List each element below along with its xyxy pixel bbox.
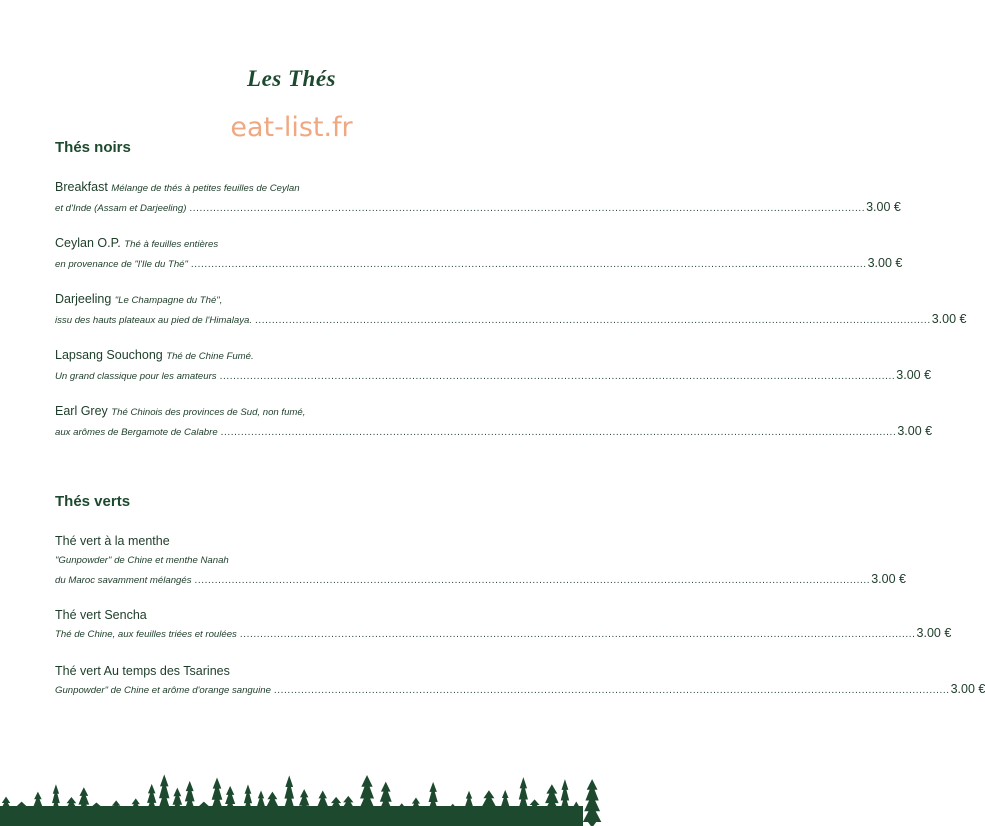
item-name: Darjeeling — [55, 292, 112, 306]
item-name: Thé vert Au temps des Tsarines — [55, 664, 230, 678]
forest-silhouette — [0, 766, 583, 826]
item-price: 3.00 € — [866, 200, 901, 214]
item-description: Thé de Chine, aux feuilles triées et roulées — [55, 629, 237, 640]
item-description: Thé de Chine Fumé. — [166, 351, 254, 362]
leader-dots: ........................................................................................................................................................................................................ — [273, 685, 950, 696]
item-name: Thé vert Sencha — [55, 608, 147, 622]
menu-item-darjeeling — [55, 290, 967, 330]
item-price: 3.00 € — [950, 682, 985, 696]
menu-title: Les Thés — [247, 66, 336, 91]
item-description: en provenance de "l'Ile du Thé" — [55, 259, 188, 270]
item-description: Gunpowder" de Chine et arôme d'orange sanguine — [55, 685, 271, 696]
item-price: 3.00 € — [897, 424, 933, 438]
item-description: Mélange de thés à petites feuilles de Ceylan — [111, 183, 300, 194]
item-price: 3.00 € — [916, 626, 952, 640]
item-description: Thé à feuilles entières — [124, 239, 219, 250]
item-name: Earl Grey — [55, 404, 108, 418]
item-description: Un grand classique pour les amateurs — [55, 371, 217, 382]
section-heading-black-teas: Thés noirs — [55, 139, 131, 156]
menu-item-breakfast — [55, 178, 901, 218]
item-description: Thé Chinois des provinces de Sud, non fumé, — [111, 407, 306, 418]
menu-item-the-vert-tsarines — [55, 662, 985, 700]
item-name: Lapsang Souchong — [55, 348, 163, 362]
leader-dots: ........................................................................................................................................................................................................ — [220, 427, 897, 438]
item-name: Breakfast — [55, 180, 108, 194]
leader-dots: ........................................................................................................................................................................................................ — [189, 203, 866, 214]
item-description: "Gunpowder" de Chine et menthe Nanah — [55, 555, 229, 566]
leader-dots: ........................................................................................................................................................................................................ — [219, 371, 896, 382]
menu-item-the-vert-menthe — [55, 532, 906, 590]
menu-item-ceylan — [55, 234, 903, 274]
leader-dots: ........................................................................................................................................................................................................ — [255, 315, 931, 326]
item-price: 3.00 € — [896, 368, 932, 382]
item-description: et d'Inde (Assam et Darjeeling) — [55, 203, 187, 214]
item-name: Thé vert à la menthe — [55, 534, 170, 548]
item-name: Ceylan O.P. — [55, 236, 121, 250]
menu-item-lapsang-souchong — [55, 346, 932, 386]
item-description: aux arômes de Bergamote de Calabre — [55, 427, 218, 438]
leader-dots: ........................................................................................................................................................................................................ — [239, 629, 916, 640]
menu-item-earl-grey — [55, 402, 933, 442]
item-price: 3.00 € — [931, 312, 967, 326]
menu-item-the-vert-sencha — [55, 606, 952, 644]
item-description: "Le Champagne du Thé", — [114, 295, 223, 306]
item-description: issu des hauts plateaux au pied de l'Himalaya. — [55, 315, 253, 326]
item-price: 3.00 € — [867, 256, 903, 270]
leader-dots: ........................................................................................................................................................................................................ — [194, 575, 871, 586]
item-price: 3.00 € — [871, 572, 906, 586]
leader-dots: ........................................................................................................................................................................................................ — [190, 259, 867, 270]
item-description: du Maroc savamment mélangés — [55, 575, 192, 586]
watermark: eat-list.fr — [230, 112, 353, 143]
section-heading-green-teas: Thés verts — [55, 493, 131, 510]
